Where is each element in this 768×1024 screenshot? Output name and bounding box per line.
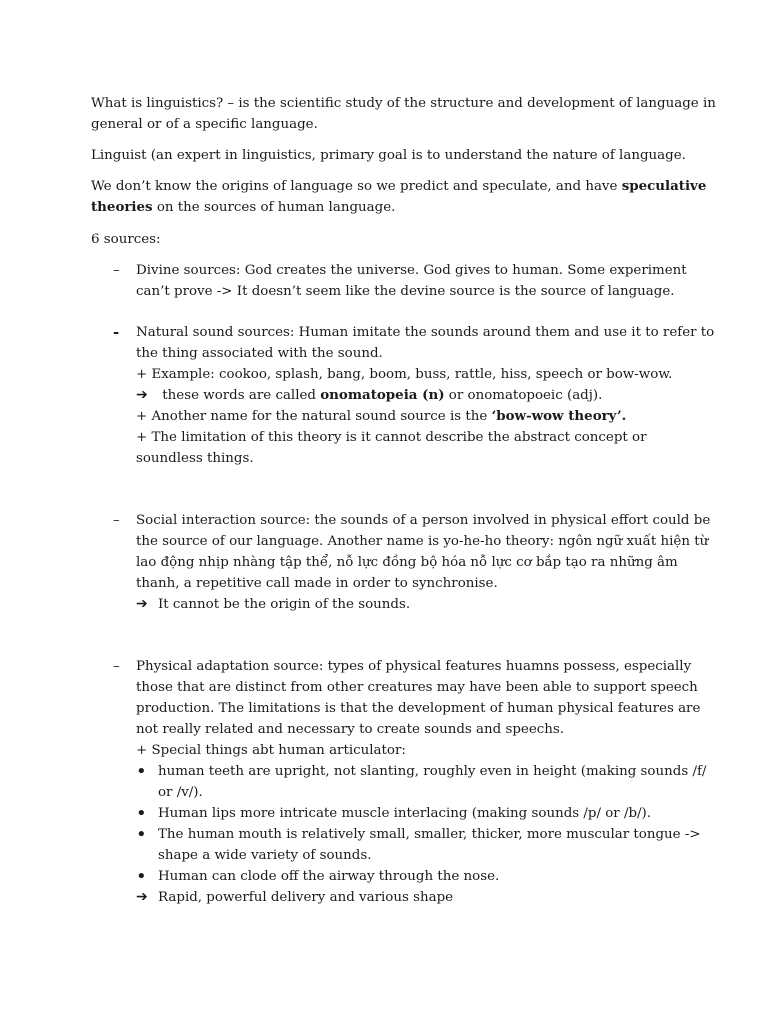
speculative-line-1 <box>91 176 707 197</box>
bullet-item-mouth-cont <box>136 845 686 866</box>
bullet-icon: • <box>136 824 147 845</box>
social-line-4: thanh, a repetitive call made in order to synchronise. <box>136 576 498 591</box>
lips-line: Human lips more intricate muscle interlacing (making sounds /p/ or /b/). <box>158 806 652 821</box>
dash-icon: – <box>113 263 120 278</box>
dash-icon: – <box>113 659 120 674</box>
physical-line-1: Physical adaptation source: types of physical features huamns possess, especially <box>136 659 692 674</box>
bullet-item-nose <box>136 866 686 887</box>
onomatopoeia-bold-term: onomatopeia (n) <box>320 387 445 403</box>
physical-adaptation-text <box>136 656 707 908</box>
social-line-1: Social interaction source: the sounds of a person involved in physical effort could be <box>136 513 711 528</box>
bullet-icon: • <box>136 761 147 782</box>
bullet-icon: • <box>136 803 147 824</box>
speculative-theories-paragraph <box>91 176 707 218</box>
arrow-right-icon: ➔ <box>136 596 148 612</box>
social-line-2: the source of our language. Another name is yo-he-ho theory: ngôn ngữ xuất hiện từ <box>136 534 709 549</box>
intro-definition-line-2: general or of a specific language. <box>91 117 318 132</box>
dash-icon: – <box>113 513 120 528</box>
speculative-line-2 <box>91 197 691 218</box>
linguist-definition-line: Linguist (an expert in linguistics, primary goal is to understand the nature of language. <box>91 148 686 163</box>
physical-line-2: those that are distinct from other creatures may have been able to support speech <box>136 680 698 695</box>
physical-line-3: production. The limitations is that the development of human physical features are <box>136 701 701 716</box>
speculative-bold-term: speculative <box>621 178 707 194</box>
bullet-item-teeth <box>136 761 707 782</box>
onomatopoeia-arrow-line <box>136 385 686 406</box>
bow-wow-line <box>136 406 686 427</box>
physical-conclusion-line <box>136 887 686 908</box>
bow-wow-bold-term: ‘bow-wow theory’. <box>491 408 627 424</box>
bow-wow-text: + Another name for the natural sound source is the <box>136 409 492 424</box>
speculative-text-a: We don’t know the origins of language so we predict and speculate, and have <box>91 179 622 194</box>
social-conclusion-line <box>136 594 686 615</box>
mouth-line-1: The human mouth is relatively small, smaller, thicker, more muscular tongue -> <box>158 827 701 842</box>
articulator-heading: + Special things abt human articulator: <box>136 743 406 758</box>
natural-example-line: + Example: cookoo, splash, bang, boom, buss, rattle, hiss, speech or bow-wow. <box>136 367 673 382</box>
divine-line-1: Divine sources: God creates the universe. God gives to human. Some experiment <box>136 263 687 278</box>
theories-bold-term: theories <box>91 199 153 215</box>
speculative-text-b: on the sources of human language. <box>152 200 396 215</box>
nose-line: Human can clode off the airway through the nose. <box>158 869 500 884</box>
physical-conclusion-text: Rapid, powerful delivery and various shape <box>158 890 454 905</box>
linguist-definition <box>91 145 691 166</box>
physical-line-4: not really related and necessary to create sounds and speechs. <box>136 722 565 737</box>
mouth-line-2: shape a wide variety of sounds. <box>158 848 372 863</box>
natural-line-1: Natural sound sources: Human imitate the sounds around them and use it to refer to <box>136 325 715 340</box>
sources-count-label: 6 sources: <box>91 232 161 247</box>
social-conclusion-text: It cannot be the origin of the sounds. <box>158 597 411 612</box>
onomatopoeia-text-b: or onomatopoeic (adj). <box>444 388 603 403</box>
divine-line-2: can’t prove -> It doesn’t seem like the devine source is the source of language. <box>136 284 675 299</box>
natural-limitation-line-1: + The limitation of this theory is it cannot describe the abstract concept or <box>136 430 647 445</box>
bullet-icon: • <box>136 866 147 887</box>
onomatopoeia-text-a: these words are called <box>162 388 321 403</box>
arrow-right-icon: ➔ <box>136 387 148 403</box>
divine-sources-text <box>136 260 686 302</box>
social-line-3: lao động nhịp nhàng tập thể, nỗ lực đồng bộ hóa nỗ lực cơ bắp tạo ra những âm <box>136 555 678 570</box>
teeth-line-1: human teeth are upright, not slanting, roughly even in height (making sounds /f/ <box>158 764 707 779</box>
bullet-item-lips <box>136 803 686 824</box>
arrow-right-icon: ➔ <box>136 889 148 905</box>
natural-limitation-line-2: soundless things. <box>136 451 254 466</box>
sources-count <box>91 229 691 250</box>
dash-icon: - <box>113 323 120 341</box>
social-interaction-text <box>136 510 711 615</box>
teeth-line-2: or /v/). <box>158 785 203 800</box>
bullet-item-mouth <box>136 824 701 845</box>
intro-definition-line-1: What is linguistics? – is the scientific study of the structure and development of language in <box>91 96 716 111</box>
bullet-item-teeth-cont <box>136 782 686 803</box>
natural-line-2: the thing associated with the sound. <box>136 346 383 361</box>
intro-definition <box>91 93 716 135</box>
natural-sound-text <box>136 322 715 469</box>
